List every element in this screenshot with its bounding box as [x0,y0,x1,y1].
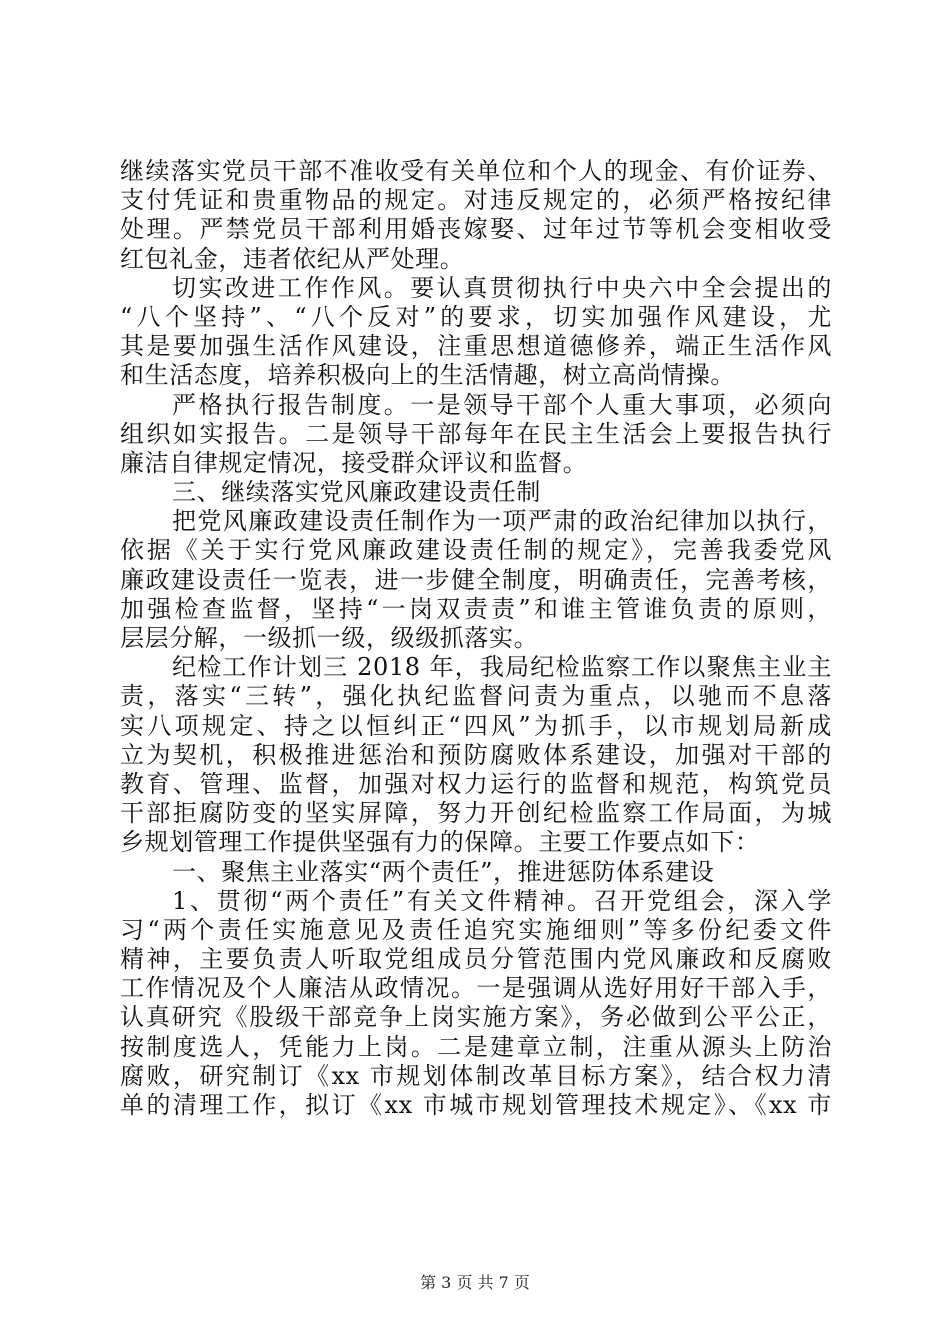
text-line: 廉洁自律规定情况，接受群众评议和监督。 [120,448,588,477]
text-line: 层层分解，一级抓一级，级级抓落实。 [120,624,539,652]
document-body [120,157,832,1120]
text-line: 实八项规定、持之以恒纠正“四风”为抓手，以市规划局新成 [120,711,832,740]
text-line: 继续落实党员干部不准收受有关单位和个人的现金、有价证券、 [120,157,832,185]
text-line: 和生活态度，培养积极向上的生活情趣，树立高尚情操。 [120,361,735,390]
text-line: 责，落实“三转”，强化执纪监督问责为重点，以驰而不息落 [120,682,832,711]
text-line: 加强检查监督，坚持“一岗双责责”和谁主管谁负责的原则， [120,594,832,623]
text-line: 立为契机，积极推进惩治和预防腐败体系建设，加强对干部的 [120,740,832,769]
text-line: 一、聚焦主业落实“两个责任”，推进惩防体系建设 [172,857,715,886]
text-line: 教育、管理、监督，加强对权力运行的监督和规范，构筑党员 [120,769,832,798]
text-line: 其是要加强生活作风建设，注重思想道德修养，端正生活作风 [120,332,832,361]
text-line: 纪检工作计划三 2018 年，我局纪检监察工作以聚焦主业主 [172,653,832,682]
page-footer: 第 3 页 共 7 页 [420,1273,530,1292]
text-line: 把党风廉政建设责任制作为一项严肃的政治纪律加以执行， [172,507,832,536]
text-line: 干部拒腐防变的坚实屏障，努力开创纪检监察工作局面，为城 [120,799,832,828]
text-line: 廉政建设责任一览表，进一步健全制度，明确责任，完善考核， [120,565,832,594]
text-line: 切实改进工作作风。要认真贯彻执行中央六中全会提出的 [172,273,832,302]
text-line: 精神，主要负责人听取党组成员分管范围内党风廉政和反腐败 [120,945,832,974]
text-line: 工作情况及个人廉洁从政情况。一是强调从选好用好干部入手， [120,974,832,1003]
text-line: 认真研究《股级干部竞争上岗实施方案》，务必做到公平公正， [120,1003,832,1032]
text-line: 三、继续落实党风廉政建设责任制 [172,478,541,507]
text-line: 单的清理工作，拟订《xx 市城市规划管理技术规定》、《xx 市 [120,1091,832,1119]
text-line: 组织如实报告。二是领导干部每年在民主生活会上要报告执行 [120,419,832,448]
text-line: 处理。严禁党员干部利用婚丧嫁娶、过年过节等机会变相收受 [120,215,832,244]
text-line: 习“两个责任实施意见及责任追究实施细则”等多份纪委文件 [120,915,832,944]
text-line: 支付凭证和贵重物品的规定。对违反规定的，必须严格按纪律 [120,186,832,215]
text-line: 乡规划管理工作提供坚强有力的保障。主要工作要点如下： [120,828,760,857]
text-line: 红包礼金，违者依纪从严处理。 [120,244,465,273]
text-line: 1、贯彻“两个责任”有关文件精神。召开党组会，深入学 [172,886,832,915]
text-line: 腐败，研究制订《xx 市规划体制改革目标方案》，结合权力清 [120,1061,832,1090]
text-line: 按制度选人，凭能力上岗。二是建章立制，注重从源头上防治 [120,1032,832,1061]
text-line: 严格执行报告制度。一是领导干部个人重大事项，必须向 [172,390,832,419]
text-line: 依据《关于实行党风廉政建设责任制的规定》，完善我委党风 [120,536,832,565]
text-line: “八个坚持”、“八个反对”的要求，切实加强作风建设，尤 [120,302,832,331]
